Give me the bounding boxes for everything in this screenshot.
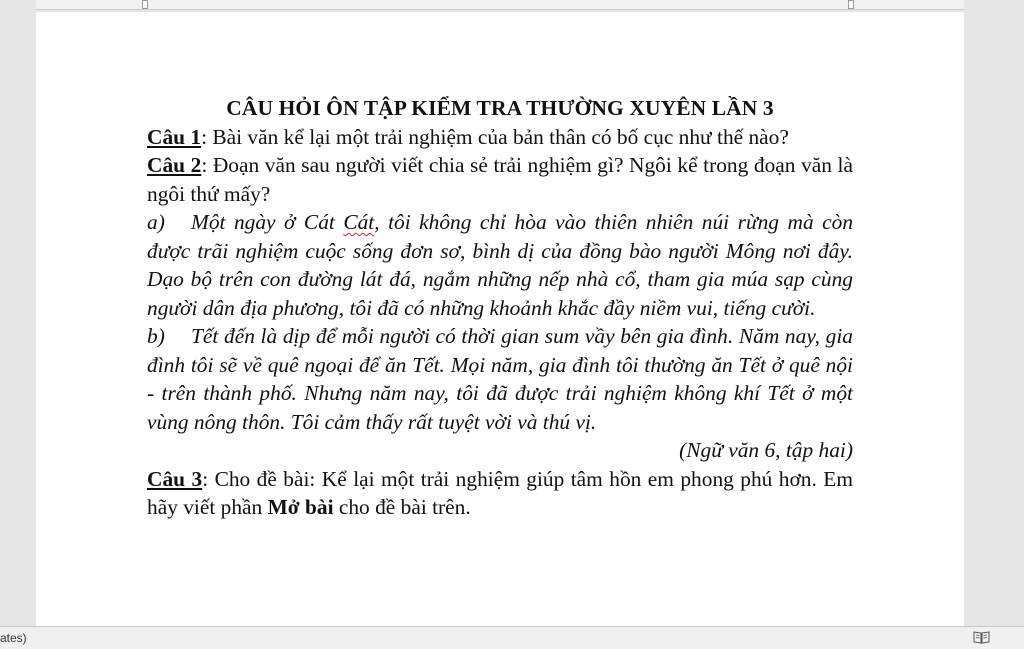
horizontal-ruler[interactable] xyxy=(36,0,964,10)
passage-a-marker: a) xyxy=(147,210,165,234)
ruler-right-margin-marker[interactable] xyxy=(848,0,854,9)
question-2-label: Câu 2 xyxy=(147,153,202,177)
passage-source: (Ngữ văn 6, tập hai) xyxy=(679,438,853,462)
question-3-text: : Cho đề bài: Kể lại một trải nghiệm giúp tâm hồn em phong phú hơn. Em hãy viết phần xyxy=(147,466,853,519)
passage-a-lead: Một ngày ở Cát xyxy=(191,210,344,234)
question-1-text: : Bài văn kể lại một trải nghiệm của bản thân có bố cục như thế nào? xyxy=(201,124,789,149)
question-2 xyxy=(147,151,853,208)
question-3 xyxy=(147,465,853,522)
spellcheck-flagged-word[interactable]: Cát xyxy=(343,210,375,234)
question-3-label: Câu 3 xyxy=(147,466,203,491)
question-3-bold-text: Mở bài xyxy=(267,495,334,519)
passage-a xyxy=(147,208,853,322)
status-text: ates) xyxy=(0,631,27,645)
document-body[interactable] xyxy=(147,94,853,522)
status-bar xyxy=(0,626,1024,649)
question-1-label: Câu 1 xyxy=(147,124,202,149)
question-2-text: : Đoạn văn sau người viết chia sẻ trải nghiệm gì? Ngôi kể trong đoạn văn là ngôi thứ mấy? xyxy=(147,153,853,206)
ruler-indent-marker[interactable] xyxy=(142,0,148,9)
book-icon[interactable] xyxy=(973,630,990,644)
passage-b xyxy=(147,322,853,436)
passage-b-text: Tết đến là dịp để mỗi người có thời gian sum vầy bên gia đình. Năm nay, gia đình tôi sẽ về quê ngoại để ăn Tết. Mọi năm, gia đình tôi thường ăn Tết ở quê nội - trên thành phố. Nhưng năm nay, tôi đã được trải nghiệm không khí Tết ở một vùng nông thôn. Tôi cảm thấy rất tuyệt vời và thú vị. xyxy=(147,324,853,434)
document-title: CÂU HỎI ÔN TẬP KIỂM TRA THƯỜNG XUYÊN LẦN 3 xyxy=(226,96,774,120)
question-3-text-end: cho đề bài trên. xyxy=(333,495,471,519)
passage-b-marker: b) xyxy=(147,324,165,348)
question-1 xyxy=(147,123,853,152)
passage-a-text: , tôi không chỉ hòa vào thiên nhiên núi rừng mà còn được trãi nghiệm cuộc sống đơn sơ, bình dị của đồng bào người Mông nơi đây. Dạo bộ trên con đường lát đá, ngắm những nếp nhà cổ, tham gia múa sạp cùng người dân địa phương, tôi đã có những khoảnh khắc đầy niềm vui, tiếng cười. xyxy=(147,210,854,320)
document-page[interactable] xyxy=(36,12,964,626)
